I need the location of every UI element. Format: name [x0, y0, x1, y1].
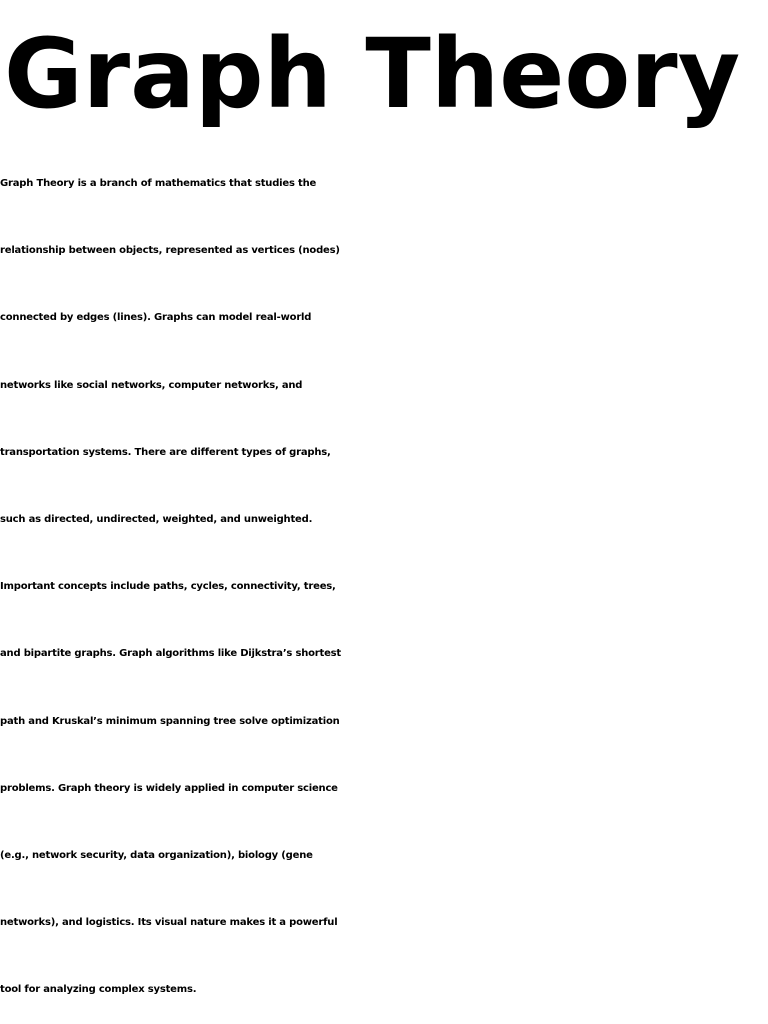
paragraph-line: networks), and logistics. Its visual nature makes it a powerful [0, 917, 338, 929]
paragraph-line: path and Kruskal’s minimum spanning tree solve optimization [0, 715, 340, 727]
paragraph-line: relationship between objects, represented as vertices (nodes) [0, 245, 340, 257]
paragraph-line: networks like social networks, computer networks, and [0, 379, 303, 391]
paragraph-line: problems. Graph theory is widely applied in computer science [0, 782, 338, 794]
paragraph-line: Graph Theory is a branch of mathematics that studies the [0, 178, 317, 189]
paragraph-line: such as directed, undirected, weighted, and unweighted. [0, 513, 313, 525]
paragraph-line: (e.g., network security, data organization), biology (gene [0, 849, 313, 861]
paragraph-line: tool for analyzing complex systems. [0, 984, 197, 996]
body-paragraph [0, 150, 768, 1023]
paragraph-line: connected by edges (lines). Graphs can model real-world [0, 312, 312, 324]
page-title: Graph Theory [4, 18, 741, 130]
paragraph-line: and bipartite graphs. Graph algorithms like Dijkstra’s shortest [0, 648, 342, 660]
paragraph-line: Important concepts include paths, cycles, connectivity, trees, [0, 581, 336, 593]
paragraph-line: transportation systems. There are different types of graphs, [0, 446, 331, 458]
